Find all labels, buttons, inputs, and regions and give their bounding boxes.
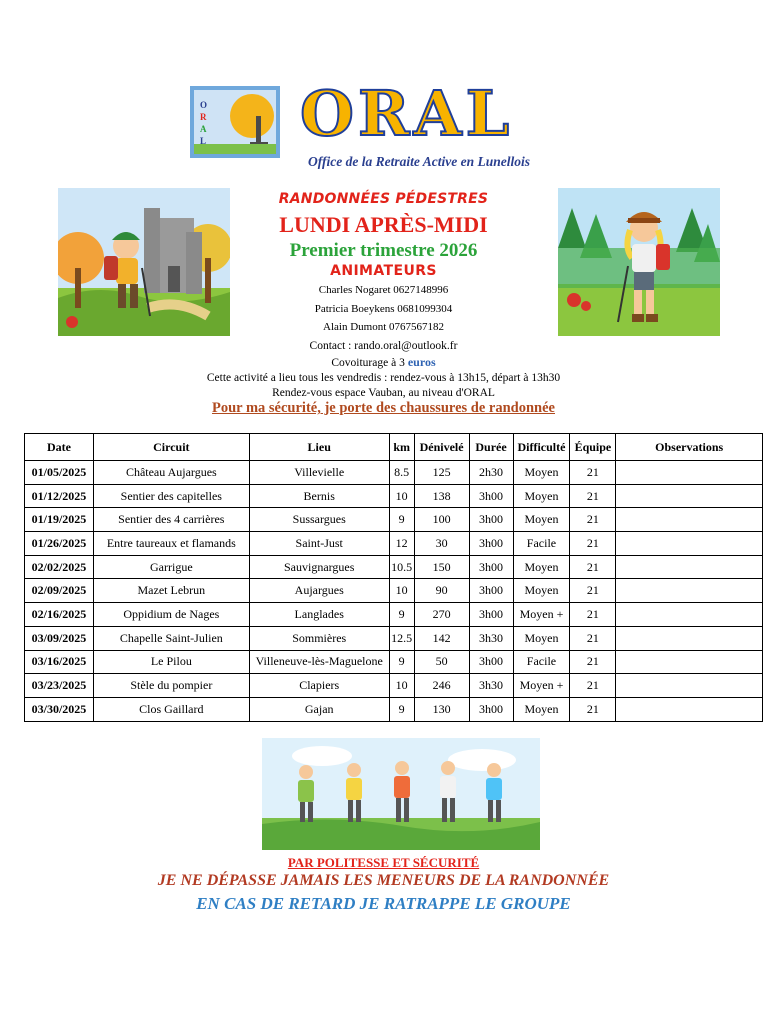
cell-duree: 2h30: [469, 461, 513, 485]
rendez-vous-info: Rendez-vous espace Vauban, au niveau d'ORAL: [272, 387, 495, 399]
oral-tagline: Office de la Retraite Active en Lunellois: [308, 154, 530, 169]
cell-duree: 3h00: [469, 532, 513, 556]
cell-circuit: Le Pilou: [93, 650, 249, 674]
cell-km: 8.5: [389, 461, 414, 485]
hikes-schedule-table: [24, 433, 763, 722]
table-row: [25, 508, 763, 532]
cell-denivele: 100: [414, 508, 469, 532]
cell-denivele: 50: [414, 650, 469, 674]
cell-duree: 3h00: [469, 603, 513, 627]
randonnees-title: RANDONNÉES PÉDESTRES: [278, 191, 489, 207]
cell-date: 03/23/2025: [25, 674, 94, 698]
cell-equipe: 21: [570, 532, 616, 556]
cell-km: 9: [389, 508, 414, 532]
table-row: [25, 555, 763, 579]
group-of-hikers-illustration: [262, 738, 540, 850]
cell-difficulte: Moyen: [513, 508, 570, 532]
covoiturage-line: [180, 355, 587, 370]
logo-letter-o: O: [200, 100, 208, 110]
cell-lieu: Sommières: [249, 626, 389, 650]
cell-km: 9: [389, 603, 414, 627]
table-row: [25, 697, 763, 721]
cell-denivele: 125: [414, 461, 469, 485]
cell-circuit: Mazet Lebrun: [93, 579, 249, 603]
cell-observations: [616, 603, 763, 627]
cell-duree: 3h00: [469, 697, 513, 721]
cell-circuit: Garrigue: [93, 555, 249, 579]
table-row: [25, 484, 763, 508]
cell-circuit: Chapelle Saint-Julien: [93, 626, 249, 650]
cell-equipe: 21: [570, 484, 616, 508]
cell-date: 03/30/2025: [25, 697, 94, 721]
cell-circuit: Sentier des capitelles: [93, 484, 249, 508]
cell-observations: [616, 674, 763, 698]
cell-lieu: Langlades: [249, 603, 389, 627]
cell-denivele: 30: [414, 532, 469, 556]
cell-date: 03/09/2025: [25, 626, 94, 650]
cell-equipe: 21: [570, 461, 616, 485]
animateur-3: Alain Dumont 0767567182: [323, 321, 444, 333]
cell-observations: [616, 579, 763, 603]
header-equipe: Équipe: [570, 434, 616, 461]
cell-circuit: Clos Gaillard: [93, 697, 249, 721]
cell-equipe: 21: [570, 508, 616, 532]
cell-lieu: Sussargues: [249, 508, 389, 532]
logo-letter-l: L: [200, 136, 207, 146]
cell-duree: 3h00: [469, 555, 513, 579]
cell-denivele: 246: [414, 674, 469, 698]
cell-observations: [616, 555, 763, 579]
cell-equipe: 21: [570, 697, 616, 721]
trimestre-title: Premier trimestre 2026: [289, 240, 478, 261]
cell-difficulte: Moyen: [513, 484, 570, 508]
animateur-2: Patricia Boeykens 0681099304: [314, 303, 453, 315]
cell-km: 9: [389, 697, 414, 721]
cell-date: 01/19/2025: [25, 508, 94, 532]
cell-km: 10: [389, 674, 414, 698]
oral-logo-image: [190, 86, 280, 158]
header-km: km: [389, 434, 414, 461]
cell-difficulte: Facile: [513, 650, 570, 674]
table-row: [25, 650, 763, 674]
cell-circuit: Château Aujargues: [93, 461, 249, 485]
cell-observations: [616, 697, 763, 721]
cell-km: 12: [389, 532, 414, 556]
cell-km: 10: [389, 579, 414, 603]
cell-date: 02/16/2025: [25, 603, 94, 627]
table-body: [25, 461, 763, 722]
header-observations: Observations: [616, 434, 763, 461]
header-duree: Durée: [469, 434, 513, 461]
header-lieu: Lieu: [249, 434, 389, 461]
table-row: [25, 626, 763, 650]
cell-denivele: 142: [414, 626, 469, 650]
cell-difficulte: Moyen: [513, 579, 570, 603]
cell-equipe: 21: [570, 626, 616, 650]
oral-wordmark: ORAL: [300, 77, 514, 150]
cell-duree: 3h00: [469, 508, 513, 532]
cell-observations: [616, 461, 763, 485]
cell-date: 02/02/2025: [25, 555, 94, 579]
cell-lieu: Gajan: [249, 697, 389, 721]
header-difficulte: Difficulté: [513, 434, 570, 461]
cell-km: 12.5: [389, 626, 414, 650]
cell-denivele: 130: [414, 697, 469, 721]
cell-circuit: Stèle du pompier: [93, 674, 249, 698]
cell-equipe: 21: [570, 650, 616, 674]
cell-date: 02/09/2025: [25, 579, 94, 603]
depasse-rule: JE NE DÉPASSE JAMAIS LES MENEURS DE LA RANDONNÉE: [157, 872, 610, 889]
cell-difficulte: Moyen +: [513, 603, 570, 627]
cell-difficulte: Moyen: [513, 697, 570, 721]
cell-observations: [616, 626, 763, 650]
cell-duree: 3h00: [469, 484, 513, 508]
cell-equipe: 21: [570, 579, 616, 603]
cell-duree: 3h00: [469, 650, 513, 674]
lundi-title: LUNDI APRÈS-MIDI: [279, 212, 488, 237]
retard-rule: EN CAS DE RETARD JE RATRAPPE LE GROUPE: [196, 894, 571, 913]
cell-lieu: Villeneuve-lès-Maguelone: [249, 650, 389, 674]
cell-lieu: Villevielle: [249, 461, 389, 485]
activite-info: Cette activité a lieu tous les vendredis : rendez-vous à 13h15, départ à 13h30: [206, 372, 561, 384]
cell-denivele: 90: [414, 579, 469, 603]
header-circuit: Circuit: [93, 434, 249, 461]
table-row: [25, 579, 763, 603]
table-header-row: [25, 434, 763, 461]
cell-date: 03/16/2025: [25, 650, 94, 674]
cell-circuit: Oppidium de Nages: [93, 603, 249, 627]
cell-denivele: 150: [414, 555, 469, 579]
animateur-1: Charles Nogaret 0627148996: [318, 284, 449, 296]
cell-lieu: Bernis: [249, 484, 389, 508]
cell-observations: [616, 508, 763, 532]
cell-equipe: 21: [570, 555, 616, 579]
cell-date: 01/05/2025: [25, 461, 94, 485]
cell-lieu: Saint-Just: [249, 532, 389, 556]
cell-lieu: Aujargues: [249, 579, 389, 603]
cell-date: 01/12/2025: [25, 484, 94, 508]
cell-difficulte: Moyen: [513, 555, 570, 579]
cell-difficulte: Moyen: [513, 626, 570, 650]
cell-km: 10.5: [389, 555, 414, 579]
cell-km: 9: [389, 650, 414, 674]
table-row: [25, 461, 763, 485]
table-row: [25, 532, 763, 556]
header-date: Date: [25, 434, 94, 461]
politesse-heading: PAR POLITESSE ET SÉCURITÉ: [287, 855, 480, 870]
cell-date: 01/26/2025: [25, 532, 94, 556]
covoiturage-euros: euros: [404, 355, 436, 369]
cell-observations: [616, 532, 763, 556]
cell-equipe: 21: [570, 674, 616, 698]
cell-duree: 3h30: [469, 626, 513, 650]
cell-circuit: Entre taureaux et flamands: [93, 532, 249, 556]
covoiturage-text: Covoiturage à 3: [331, 357, 405, 369]
cell-denivele: 270: [414, 603, 469, 627]
cell-duree: 3h00: [469, 579, 513, 603]
cell-circuit: Sentier des 4 carrières: [93, 508, 249, 532]
cell-duree: 3h30: [469, 674, 513, 698]
logo-letter-r: R: [200, 112, 207, 122]
table-row: [25, 603, 763, 627]
cell-lieu: Clapiers: [249, 674, 389, 698]
cell-km: 10: [389, 484, 414, 508]
cell-observations: [616, 650, 763, 674]
contact-email: Contact : rando.oral@outlook.fr: [309, 340, 458, 352]
cell-lieu: Sauvignargues: [249, 555, 389, 579]
cell-observations: [616, 484, 763, 508]
cell-difficulte: Moyen: [513, 461, 570, 485]
cell-difficulte: Moyen +: [513, 674, 570, 698]
header-denivele: Dénivelé: [414, 434, 469, 461]
cell-equipe: 21: [570, 603, 616, 627]
animateurs-title: ANIMATEURS: [330, 263, 437, 279]
logo-letter-a: A: [200, 124, 207, 134]
cell-denivele: 138: [414, 484, 469, 508]
cell-difficulte: Facile: [513, 532, 570, 556]
table-row: [25, 674, 763, 698]
securite-notice: Pour ma sécurité, je porte des chaussures de randonnée: [211, 400, 555, 416]
